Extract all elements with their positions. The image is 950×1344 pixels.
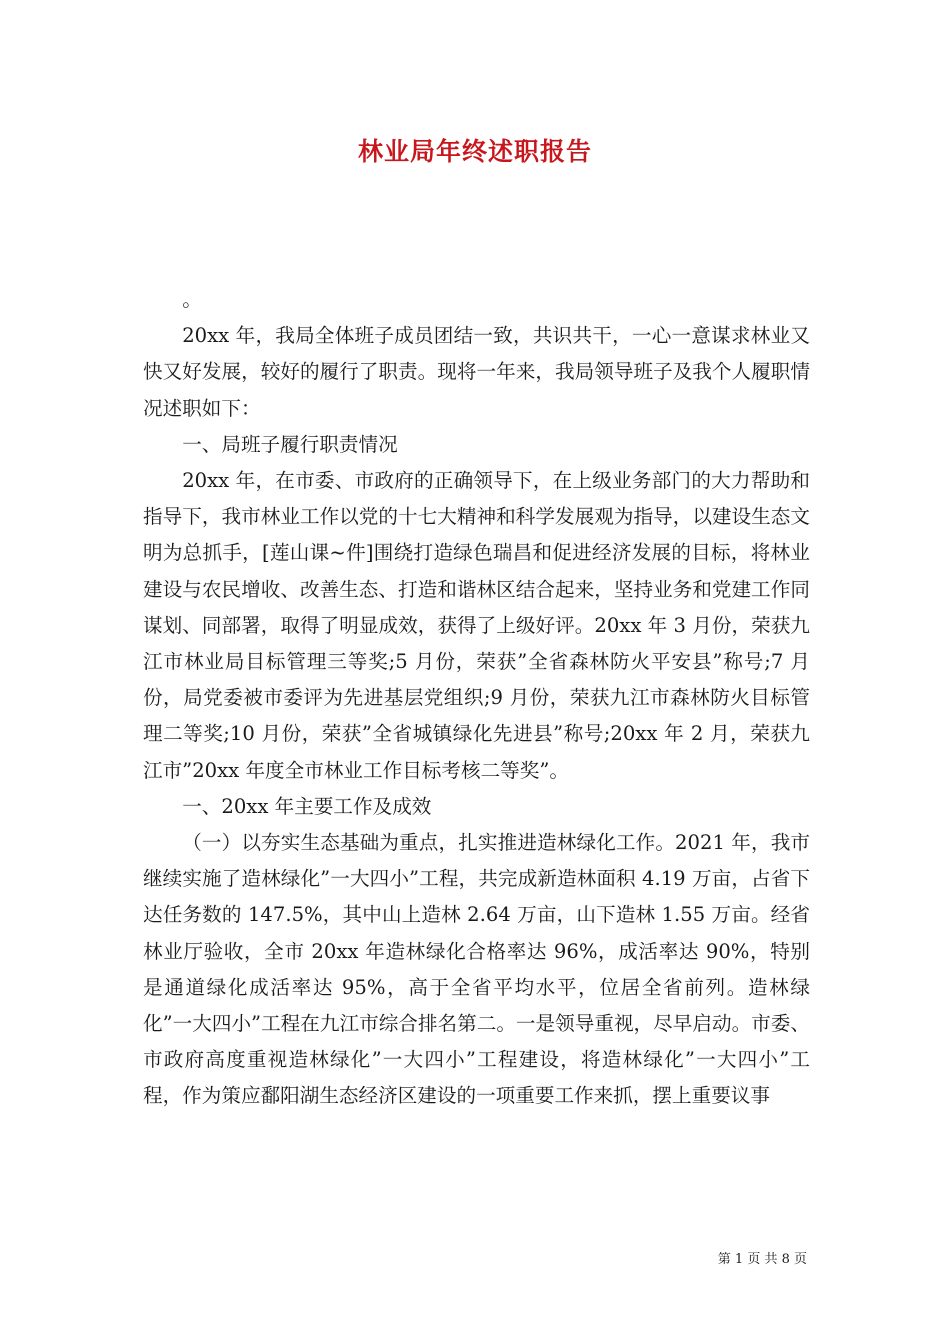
paragraph: 20xx 年，我局全体班子成员团结一致，共识共干，一心一意谋求林业又快又好发展，较好的履行了职责。现将一年来，我局领导班子及我个人履职情况述职如下：: [143, 324, 810, 420]
document-body: [143, 282, 810, 1115]
paragraph: 20xx 年，在市委、市政府的正确领导下，在上级业务部门的大力帮助和指导下，我市林业工作以党的十七大精神和科学发展观为指导，以建设生态文明为总抓手，[莲山课~件]围绕打造绿色瑞昌和促进经济发展的目标，将林业建设与农民增收、改善生态、打造和谐林区结合起来，坚持业务和党建工作同谋划、同部署，取得了明显成效，获得了上级好评。20xx 年 3 月份，荣获九江市林业局目标管理三等奖;5 月份，荣获”全省森林防火平安县”称号;7 月份，局党委被市委评为先进基层党组织;9 月份，荣获九江市森林防火目标管理二等奖;10 月份，荣获”全省城镇绿化先进县”称号;20xx 年 2 月，荣获九江市”20xx 年度全市林业工作目标考核二等奖”。: [143, 469, 810, 782]
document-title: 林业局年终述职报告: [357, 137, 592, 166]
section-heading: 一、20xx 年主要工作及成效: [182, 794, 432, 818]
page-number: 第 1 页 共 8 页: [717, 1252, 807, 1267]
paragraph: （一）以夯实生态基础为重点，扎实推进造林绿化工作。2021 年，我市继续实施了造林绿化”一大四小”工程，共完成新造林面积 4.19 万亩，占省下达任务数的 147.5%，其中山上造林 2.64 万亩，山下造林 1.55 万亩。经省林业厅验收，全市 20xx 年造林绿化合格率达 96%，成活率达 90%，特别是通道绿化成活率达 95%，高于全省平均水平，位居全省前列。造林绿化”一大四小”工程在九江市综合排名第二。一是领导重视，尽早启动。市委、市政府高度重视造林绿化”一大四小”工程建设，将造林绿化”一大四小”工程，作为策应鄱阳湖生态经济区建设的一项重要工作来抓，摆上重要议事: [143, 831, 810, 1108]
paragraph: 。: [182, 288, 202, 311]
section-heading: 一、局班子履行职责情况: [182, 432, 398, 456]
